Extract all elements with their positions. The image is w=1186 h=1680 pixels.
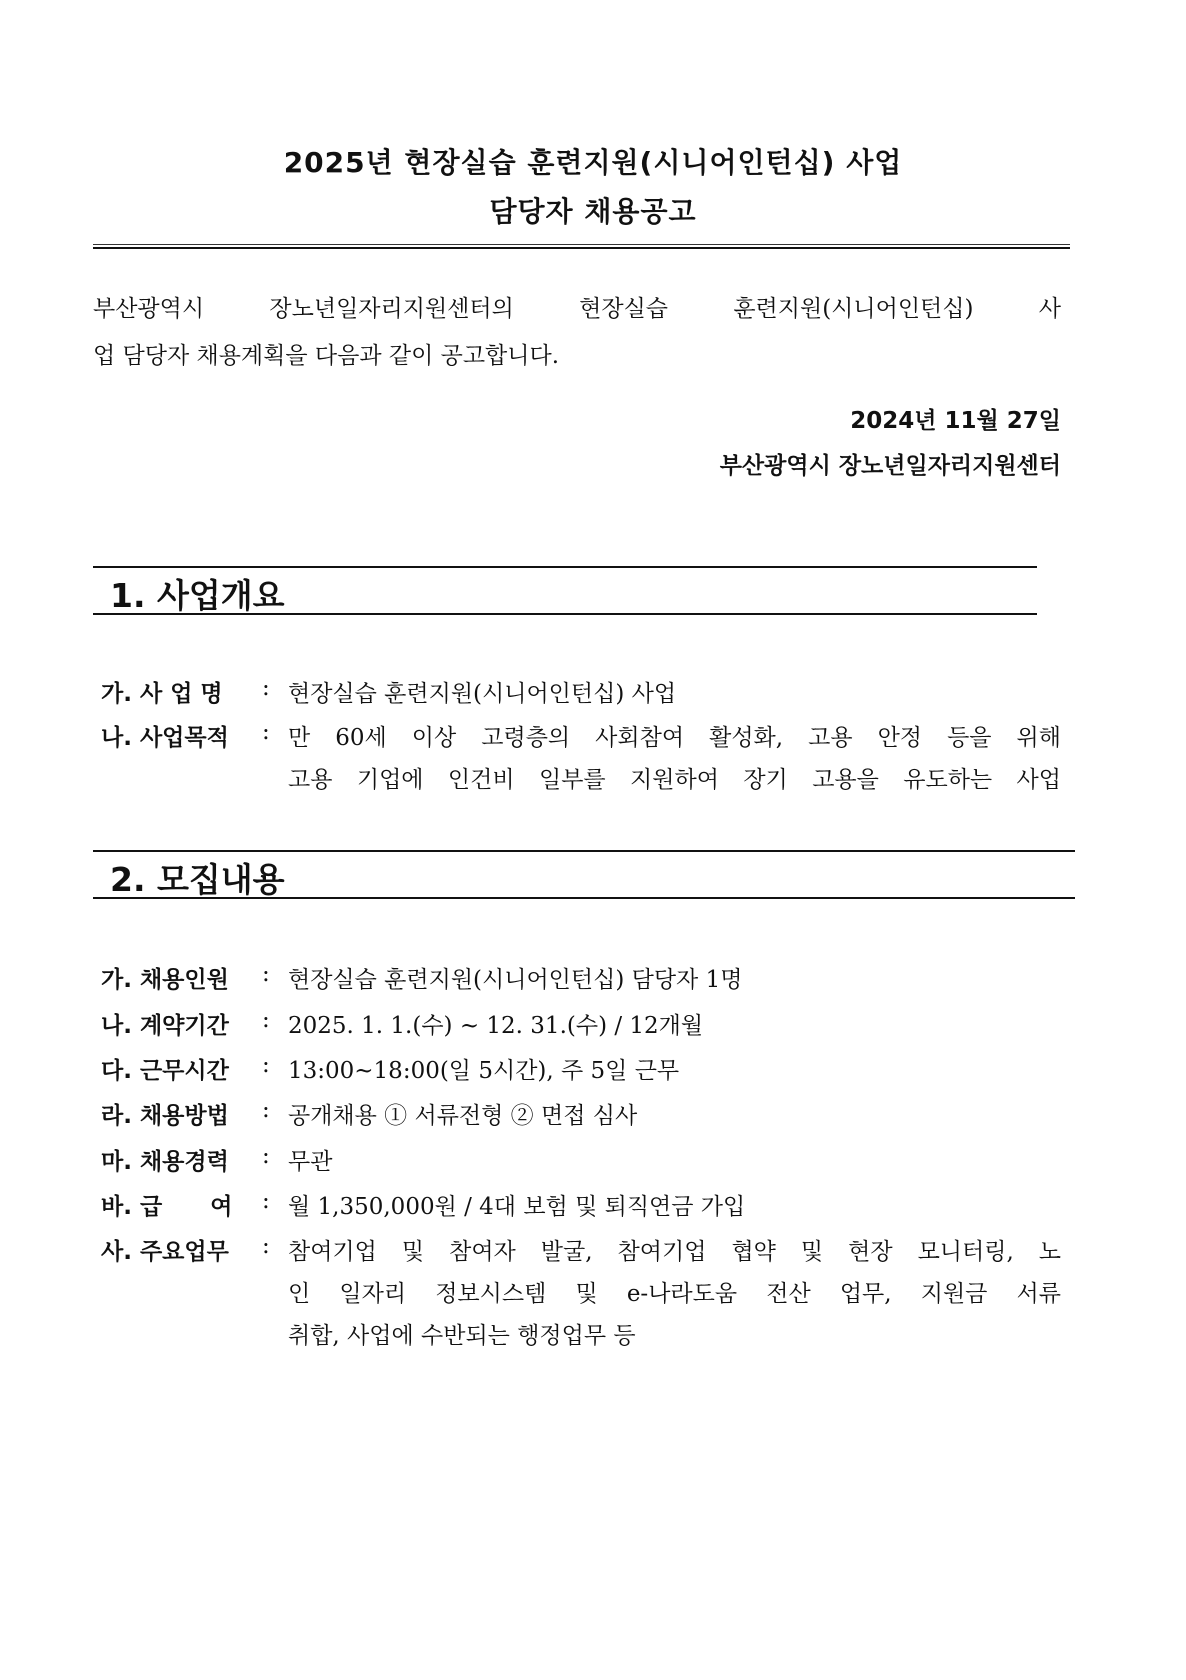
item-text: 13:00~18:00(일 5시간), 주 5일 근무 [288, 1058, 680, 1084]
section1-bottom-rule [93, 613, 1037, 615]
notice-date: 2024년 11월 27일 [850, 408, 1061, 434]
item-colon: : [262, 719, 270, 745]
item-text: 현장실습 훈련지원(시니어인턴십) 사업 [288, 681, 677, 707]
item-text: 참여기업 및 참여자 발굴, 참여기업 협약 및 현장 모니터링, 노 [288, 1239, 1061, 1265]
item-label: 마. 채용경력 [101, 1149, 229, 1175]
section2-bottom-rule [93, 897, 1075, 899]
item-label: 나. 계약기간 [101, 1013, 229, 1039]
item-label: 가. 사 업 명 [101, 681, 223, 707]
item-text: 공개채용 ① 서류전형 ② 면접 심사 [288, 1103, 638, 1129]
item-text: 만 60세 이상 고령층의 사회참여 활성화, 고용 안정 등을 위해 [288, 725, 1061, 751]
section2-heading: 2. 모집내용 [110, 860, 285, 899]
item-text: 무관 [288, 1149, 333, 1175]
item-label: 바. 급 여 [101, 1194, 233, 1220]
document-title: 2025년 현장실습 훈련지원(시니어인턴십) 사업 [283, 146, 903, 179]
item-colon: : [262, 675, 270, 701]
issuer-name: 부산광역시 장노년일자리지원센터 [719, 453, 1061, 479]
item-label: 가. 채용인원 [101, 967, 229, 993]
document-subtitle: 담당자 채용공고 [489, 195, 697, 228]
item-text: 2025. 1. 1.(수) ~ 12. 31.(수) / 12개월 [288, 1013, 704, 1039]
section2-top-rule [93, 850, 1075, 852]
intro-line-1: 부산광역시 장노년일자리지원센터의 현장실습 훈련지원(시니어인턴십) 사 [93, 296, 1061, 322]
item-label: 사. 주요업무 [101, 1239, 229, 1265]
item-text: 현장실습 훈련지원(시니어인턴십) 담당자 1명 [288, 967, 743, 993]
section1-heading: 1. 사업개요 [110, 576, 285, 615]
item-colon: : [262, 1143, 270, 1169]
item-label: 나. 사업목적 [101, 725, 229, 751]
intro-line-2: 업 담당자 채용계획을 다음과 같이 공고합니다. [93, 343, 560, 369]
section1-top-rule [93, 566, 1037, 568]
item-label: 다. 근무시간 [101, 1058, 229, 1084]
item-text: 월 1,350,000원 / 4대 보험 및 퇴직연금 가입 [288, 1194, 746, 1220]
item-colon: : [262, 1233, 270, 1259]
item-colon: : [262, 1188, 270, 1214]
item-colon: : [262, 1052, 270, 1078]
item-text: 취합, 사업에 수반되는 행정업무 등 [288, 1323, 636, 1349]
item-colon: : [262, 961, 270, 987]
item-colon: : [262, 1097, 270, 1123]
item-colon: : [262, 1007, 270, 1033]
title-divider [93, 244, 1070, 249]
item-label: 라. 채용방법 [101, 1103, 229, 1129]
item-text: 인 일자리 정보시스템 및 e-나라도움 전산 업무, 지원금 서류 [288, 1281, 1061, 1307]
item-text: 고용 기업에 인건비 일부를 지원하여 장기 고용을 유도하는 사업 [288, 767, 1061, 793]
